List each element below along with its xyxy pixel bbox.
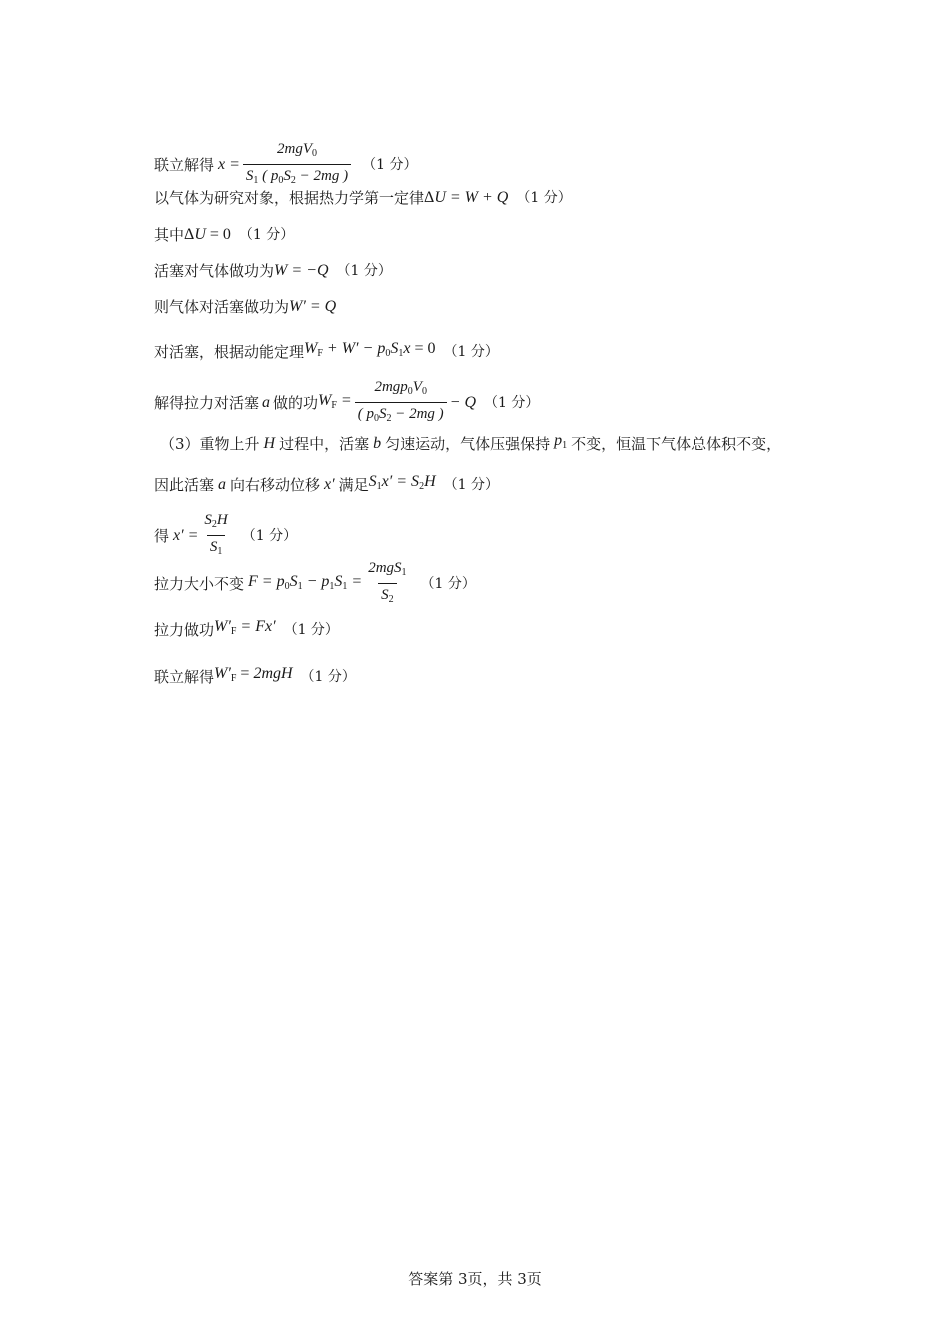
formula: $W'_F = Fx'$ bbox=[214, 618, 276, 637]
line-text: 其中 bbox=[154, 226, 185, 244]
line-text: 活塞对气体做功为 bbox=[154, 262, 275, 280]
solution-line-1 bbox=[154, 140, 417, 190]
formula: x = bbox=[214, 156, 240, 173]
formula: − Q bbox=[449, 394, 477, 411]
formula: x′ = bbox=[169, 527, 199, 544]
score-label: （1 分） bbox=[420, 576, 476, 592]
score-label: （1 分） bbox=[484, 395, 540, 411]
score-label: （1 分） bbox=[283, 621, 339, 638]
fraction: $\frac{S_2H}{S_1}$ bbox=[201, 511, 230, 561]
line-text: 得 bbox=[154, 527, 170, 545]
score-label: （1 分） bbox=[336, 263, 392, 279]
solution-line-5 bbox=[154, 297, 336, 317]
fraction: $\frac{2mgS_1}{S_2}$ bbox=[365, 559, 409, 609]
solution-line-3 bbox=[154, 225, 294, 245]
formula: $W_F + W' - p_0S_1x = 0$ bbox=[304, 340, 436, 359]
solution-line-2 bbox=[154, 188, 572, 208]
line-text: （3）重物上升 bbox=[160, 434, 260, 453]
line-text: 拉力大小不变 bbox=[154, 575, 245, 593]
solution-line-6 bbox=[154, 339, 499, 364]
line-text: 对活塞，根据动能定理 bbox=[154, 342, 305, 361]
formula: $W_F$ = bbox=[318, 391, 352, 411]
fraction: $\frac{2mgp_0V_0}{( p_0S_2 - 2mg )}$ bbox=[355, 378, 447, 428]
formula: $W'_F = 2mgH$ bbox=[214, 665, 293, 684]
page-footer: 答案第 3页，共 3页 bbox=[408, 1270, 542, 1288]
variable: H bbox=[263, 434, 276, 452]
line-text: 匀速运动，气体压强保持 bbox=[385, 434, 551, 453]
fraction: $\frac{2mgV_0}{S_1 ( p_0S_2 - 2mg )}$ bbox=[243, 140, 351, 190]
formula: x′ bbox=[324, 475, 335, 493]
formula: W′ = Q bbox=[289, 298, 337, 315]
variable: b bbox=[373, 434, 382, 452]
line-text: 因此活塞 bbox=[154, 475, 215, 494]
score-label: （1 分） bbox=[362, 157, 418, 173]
formula: $F = p_0S_1 - p_1S_1$ = bbox=[244, 572, 363, 592]
score-label: （1 分） bbox=[516, 190, 572, 206]
line-text: 联立解得 bbox=[154, 156, 215, 174]
solution-line-13 bbox=[154, 664, 356, 689]
line-text: 过程中，活塞 bbox=[279, 434, 370, 453]
formula: ΔU = W + Q bbox=[424, 189, 509, 206]
solution-line-11 bbox=[154, 559, 476, 609]
score-label: （1 分） bbox=[238, 227, 295, 243]
line-text: 解得拉力对活塞 bbox=[154, 394, 260, 412]
variable: a bbox=[262, 394, 271, 411]
line-text: 则气体对活塞做功为 bbox=[154, 298, 290, 316]
solution-line-8 bbox=[160, 431, 781, 456]
score-label: （1 分） bbox=[241, 528, 298, 544]
line-text: 向右移动位移 bbox=[230, 475, 321, 494]
formula: $S_1x' = S_2H$ bbox=[368, 473, 436, 492]
solution-line-7 bbox=[154, 378, 539, 428]
solution-line-4 bbox=[154, 261, 392, 281]
formula: W = −Q bbox=[274, 262, 329, 279]
score-label: （1 分） bbox=[443, 343, 499, 360]
solution-line-10 bbox=[154, 511, 297, 561]
line-text: 满足 bbox=[338, 475, 369, 494]
solution-line-9 bbox=[154, 472, 499, 497]
line-text: 拉力做功 bbox=[154, 620, 215, 639]
line-text: 做的功 bbox=[273, 394, 319, 412]
line-text: 以气体为研究对象，根据热力学第一定律 bbox=[154, 189, 425, 207]
solution-line-12 bbox=[154, 617, 339, 642]
line-text: 联立解得 bbox=[154, 667, 215, 686]
score-label: （1 分） bbox=[443, 476, 499, 493]
score-label: （1 分） bbox=[300, 668, 356, 685]
variable: a bbox=[218, 475, 227, 493]
formula: $p_1$ bbox=[554, 432, 568, 451]
line-text: 不变，恒温下气体总体积不变， bbox=[571, 434, 782, 453]
formula: ΔU = 0 bbox=[184, 226, 231, 243]
